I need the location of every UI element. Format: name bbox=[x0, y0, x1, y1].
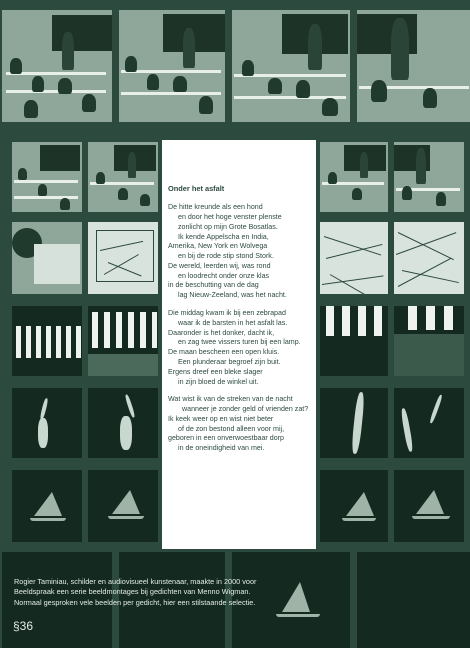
poem-stanza bbox=[168, 395, 310, 454]
poem-card bbox=[162, 140, 316, 549]
film-frame-classroom-small-2 bbox=[88, 142, 158, 212]
film-frame-boat-2 bbox=[88, 470, 158, 542]
film-frame-classroom-small-3 bbox=[320, 142, 388, 212]
poem-line: lag Nieuw-Zeeland, was het nacht. bbox=[178, 291, 287, 300]
poem-body bbox=[168, 203, 310, 454]
poem-line: Een plunderaar begroef zijn buit. bbox=[178, 357, 281, 366]
film-frame-zebra-3 bbox=[320, 306, 388, 376]
film-frame-crack-4 bbox=[394, 388, 464, 458]
film-frame-atlas-1 bbox=[12, 222, 82, 294]
poem-line: en door het hoge venster plenste bbox=[178, 213, 282, 221]
film-frame-zebra-1 bbox=[12, 306, 82, 376]
poem-line: zonlicht op mijn Grote Bosatlas. bbox=[178, 222, 278, 231]
poem-line: De wereld, leerden wij, was rond bbox=[168, 261, 271, 270]
caption-line: Normaal gesproken vele beelden per gedicht, hier een stilstaande selectie. bbox=[14, 597, 256, 607]
film-frame-crack-2 bbox=[88, 388, 158, 458]
poem-line: Daaronder is het donker, dacht ik, bbox=[168, 328, 275, 337]
film-frame-classroom-2 bbox=[119, 10, 225, 122]
film-frame-zebra-4 bbox=[394, 306, 464, 376]
film-frame-boat-3 bbox=[320, 470, 388, 542]
caption-line: Rogier Taminiau, schilder en audiovisueel kunstenaar, maakte in 2000 voor bbox=[14, 577, 257, 586]
poem-line: De hitte kreunde als een hond bbox=[168, 203, 263, 212]
poem-line: geboren in een onverwoestbaar dorp bbox=[168, 434, 284, 443]
film-frame-crack-3 bbox=[320, 388, 388, 458]
poem-line: in de oneindigheid van mei. bbox=[178, 444, 265, 453]
poem-line: en loodrecht onder onze klas bbox=[178, 271, 270, 280]
caption-line: Beeldspraak een serie beeldmontages bij gedichten van Menno Wigman. bbox=[14, 587, 251, 597]
poem-line: waar ik de barsten in het asfalt las. bbox=[178, 318, 288, 327]
poem-line: en zag twee vissers turen bij een lamp. bbox=[178, 338, 301, 347]
poem-title: Onder het asfalt bbox=[168, 184, 225, 193]
caption bbox=[14, 577, 464, 608]
poem-line: in zijn bloed de winkel uit. bbox=[178, 377, 259, 386]
poem-line: of de zon bestond alleen voor mij, bbox=[178, 424, 285, 433]
poem-line: en bij de rode stip stond Stork. bbox=[178, 252, 274, 261]
film-frame-atlas-2 bbox=[88, 222, 158, 294]
film-frame-map-1 bbox=[320, 222, 388, 294]
film-frame-classroom-3 bbox=[232, 10, 350, 122]
film-frame-classroom-small-4 bbox=[394, 142, 464, 212]
poem-line: Wat wist ik van de streken van de nacht bbox=[168, 395, 293, 404]
poem-line: Die middag kwam ik bij een zebrapad bbox=[168, 309, 286, 318]
poem-line: De maan bescheen een open kluis. bbox=[168, 348, 280, 357]
poem-line: wanneer je zonder geld of vrienden zat? bbox=[182, 405, 309, 414]
film-frame-classroom-small-1 bbox=[12, 142, 82, 212]
poem-line: Ergens dreef een bleke slager bbox=[168, 367, 263, 376]
film-frame-classroom-1 bbox=[2, 10, 112, 122]
poem-line: Ik kende Appelscha en India, bbox=[178, 232, 269, 241]
film-frame-crack-1 bbox=[12, 388, 82, 458]
poem-line: Ik keek weer op en wist niet beter bbox=[168, 414, 274, 423]
film-frame-zebra-2 bbox=[88, 306, 158, 376]
poem-line: Amerika, New York en Wolvega bbox=[168, 242, 268, 251]
film-frame-boat-1 bbox=[12, 470, 82, 542]
film-frame-map-2 bbox=[394, 222, 464, 294]
film-frame-boat-4 bbox=[394, 470, 464, 542]
film-frame-classroom-4 bbox=[357, 10, 470, 122]
poem-stanza bbox=[168, 309, 310, 387]
page-number: §36 bbox=[13, 619, 34, 633]
poem-stanza bbox=[168, 203, 310, 301]
poem-line: in de beschutting van de dag bbox=[168, 281, 259, 290]
